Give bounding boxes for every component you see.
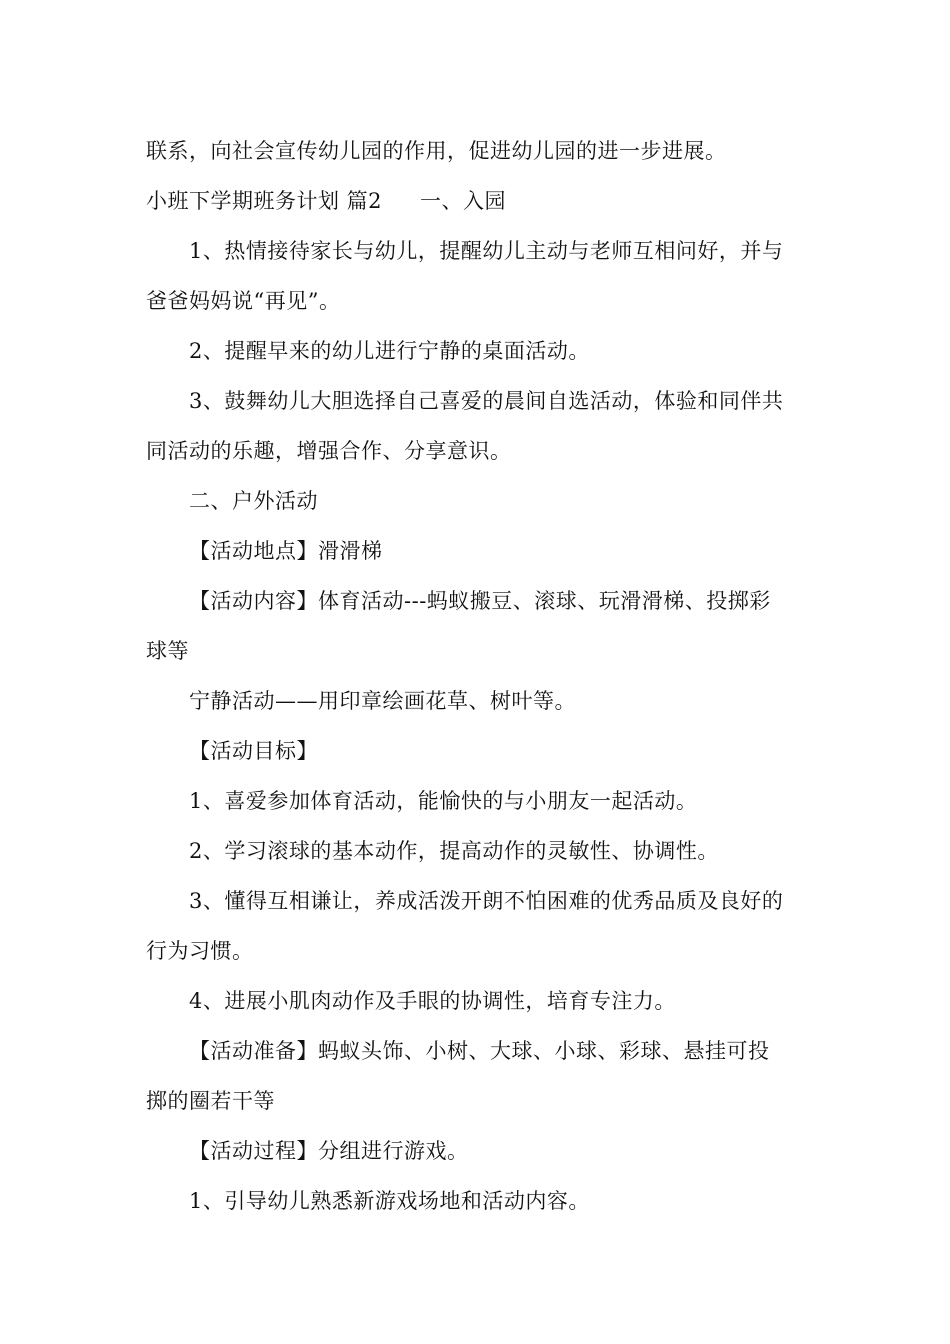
document-title: 小班下学期班务计划 篇2 [146,189,383,213]
paragraph-line: 3、鼓舞幼儿大胆选择自己喜爱的晨间自选活动，体验和同伴共 [189,389,784,413]
section-heading: 一、入园 [420,189,507,213]
paragraph-line: 【活动准备】蚂蚁头饰、小树、大球、小球、彩球、悬挂可投 [189,1039,770,1063]
paragraph-line: 1、引导幼儿熟悉新游戏场地和活动内容。 [189,1189,590,1213]
paragraph-line: 同活动的乐趣，增强合作、分享意识。 [146,439,512,463]
paragraph-line: 【活动地点】滑滑梯 [189,539,383,563]
paragraph-line: 【活动过程】分组进行游戏。 [189,1139,469,1163]
paragraph-line: 2、学习滚球的基本动作，提高动作的灵敏性、协调性。 [189,839,719,863]
paragraph-line: 【活动内容】体育活动---蚂蚁搬豆、滚球、玩滑滑梯、投掷彩 [189,589,771,613]
paragraph-line: 2、提醒早来的幼儿进行宁静的桌面活动。 [189,339,590,363]
paragraph-line: 4、进展小肌肉动作及手眼的协调性，培育专注力。 [189,989,676,1013]
paragraph-line: 1、喜爱参加体育活动，能愉快的与小朋友一起活动。 [189,789,698,813]
section-title [146,186,506,216]
paragraph-line: 掷的圈若干等 [146,1089,275,1113]
paragraph-line: 联系，向社会宣传幼儿园的作用，促进幼儿园的进一步进展。 [146,139,727,163]
paragraph-line: 宁静活动——用印章绘画花草、树叶等。 [189,689,576,713]
paragraph-line: 球等 [146,639,189,663]
section-heading: 二、户外活动 [189,489,318,513]
paragraph-line: 【活动目标】 [189,739,318,763]
paragraph-line: 行为习惯。 [146,939,254,963]
paragraph-line: 1、热情接待家长与幼儿，提醒幼儿主动与老师互相问好，并与 [189,239,784,263]
paragraph-line: 3、懂得互相谦让，养成活泼开朗不怕困难的优秀品质及良好的 [189,889,784,913]
paragraph-line: 爸爸妈妈说“再见”。 [146,289,341,313]
